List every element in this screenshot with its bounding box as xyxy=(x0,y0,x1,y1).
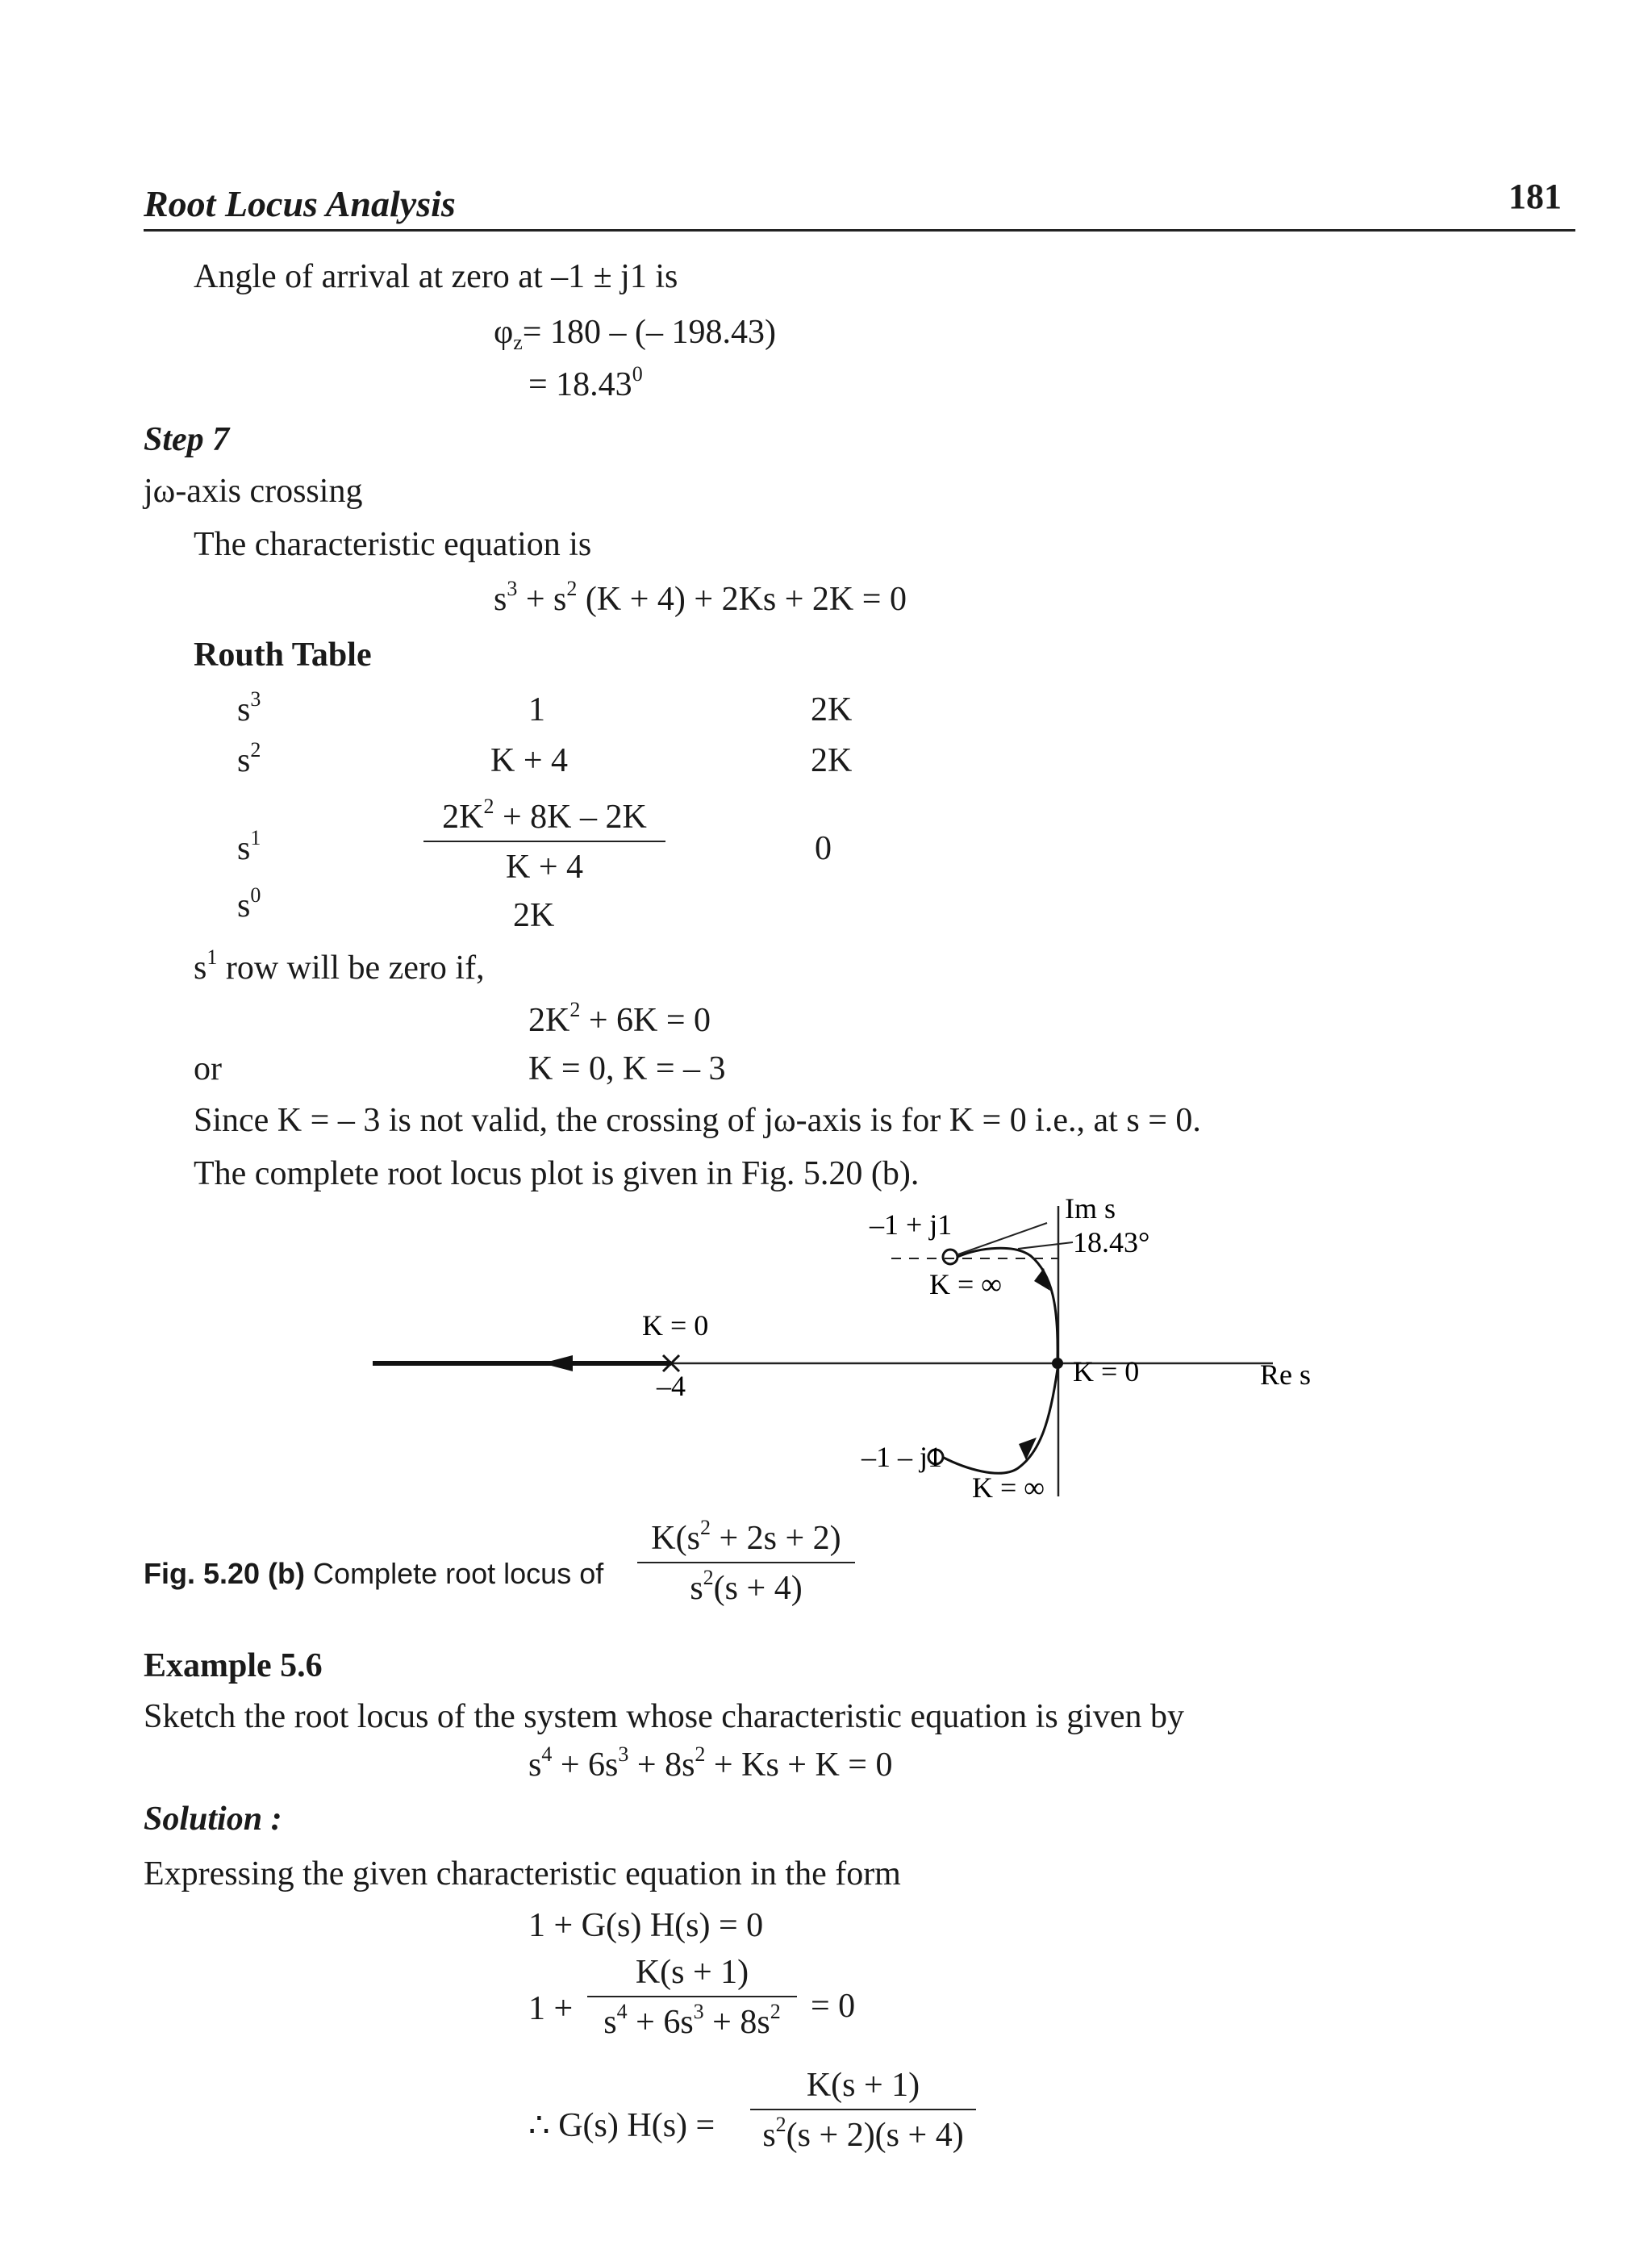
step7-subtitle: jω-axis crossing xyxy=(144,473,363,510)
char-eq-intro: The characteristic equation is xyxy=(194,526,592,563)
upper-zero-label: –1 + j1 xyxy=(870,1208,953,1241)
real-axis-arrow xyxy=(542,1355,573,1371)
cap-num-b: + 2s + 2) xyxy=(710,1520,841,1557)
routh-power: 0 xyxy=(250,883,261,907)
routh-s1-denominator: K + 4 xyxy=(505,849,584,886)
routh-power: 1 xyxy=(250,826,261,849)
char-eq-b-sup: 2 xyxy=(566,577,578,600)
eq3-denominator xyxy=(750,2115,976,2155)
routh-power: 2 xyxy=(250,738,261,762)
eq3-numerator: K(s + 1) xyxy=(806,2067,920,2104)
cap-den-a: s xyxy=(690,1570,703,1607)
ex-eq-d: + Ks + K = 0 xyxy=(705,1746,893,1784)
solution-eq1: 1 + G(s) H(s) = 0 xyxy=(528,1907,764,1944)
eq1-b: + 6K = 0 xyxy=(580,1002,711,1039)
cap-den-b: (s + 4) xyxy=(713,1570,803,1607)
solution-eq3-left: ∴ G(s) H(s) = xyxy=(528,2107,715,2144)
solution-eq2-right: = 0 xyxy=(811,1988,856,2025)
zero-row-sup: 1 xyxy=(206,945,218,969)
routh-row-s0-c1: 2K xyxy=(513,897,555,934)
routh-s: s xyxy=(237,742,251,779)
char-eq-c: (K + 4) + 2Ks + 2K = 0 xyxy=(577,581,907,618)
solution-eq2-left: 1 + xyxy=(528,1990,574,2027)
im-axis-label: Im s xyxy=(1065,1192,1116,1225)
eq2-den-c: + 8s xyxy=(703,2004,770,2041)
example-eq xyxy=(528,1742,893,1785)
eq2-den-sup1: 4 xyxy=(616,2000,628,2023)
example-text: Sketch the root locus of the system whose characteristic equation is given by xyxy=(144,1698,1185,1735)
cap-den-sup: 2 xyxy=(703,1566,714,1589)
routh-row-s1-c2: 0 xyxy=(815,830,832,867)
eq2-den-b: + 6s xyxy=(627,2004,694,2041)
solution-title: Solution : xyxy=(144,1801,282,1838)
cap-num-sup: 2 xyxy=(699,1516,711,1539)
eq3-den-sup: 2 xyxy=(775,2113,786,2136)
routh-s: s xyxy=(237,691,251,728)
solution-eq2-fraction xyxy=(587,1952,797,2043)
routh-row-s2-c2: 2K xyxy=(811,742,853,779)
arrival-eq2-degree: 0 xyxy=(632,362,643,386)
eq1-a: 2K xyxy=(528,1002,570,1039)
lower-locus-branch xyxy=(942,1369,1058,1473)
or-word: or xyxy=(194,1050,222,1087)
char-eq-a-sup: 3 xyxy=(507,577,518,600)
example-title: Example 5.6 xyxy=(144,1647,323,1684)
page-number: 181 xyxy=(1508,177,1562,216)
running-header-title: Root Locus Analysis xyxy=(144,183,456,224)
caption-fraction xyxy=(637,1518,855,1609)
fraction-bar xyxy=(587,1996,797,1997)
ex-eq-c-sup: 2 xyxy=(695,1742,706,1766)
complete-text: The complete root locus plot is given in Fig. 5.20 (b). xyxy=(194,1155,920,1192)
char-eq-a: s xyxy=(494,581,507,618)
eq2-numerator: K(s + 1) xyxy=(635,1954,749,1991)
figure-caption xyxy=(144,1557,603,1591)
routh-power: 3 xyxy=(250,687,261,711)
caption-text: Complete root locus of xyxy=(313,1557,604,1590)
eq3-den-b: (s + 2)(s + 4) xyxy=(786,2117,964,2154)
zero-row-s: s xyxy=(194,949,207,987)
phi-symbol: φ xyxy=(494,314,514,351)
solution-eq3-fraction xyxy=(750,2065,976,2155)
ex-eq-a-sup: 4 xyxy=(541,1742,553,1766)
arrival-angle-tangent xyxy=(956,1223,1047,1255)
lower-k-infinity-label: K = ∞ xyxy=(972,1471,1045,1504)
ex-eq-c: + 8s xyxy=(628,1746,695,1784)
routh-s: s xyxy=(237,887,251,924)
zero-row-eq2: K = 0, K = – 3 xyxy=(528,1050,726,1087)
eq2-denominator xyxy=(587,2002,797,2043)
eq2-den-a: s xyxy=(603,2004,617,2041)
phi-subscript: z xyxy=(513,331,523,354)
arrival-eq1-text: = 180 – (– 198.43) xyxy=(522,314,776,351)
num-sup: 2 xyxy=(483,795,494,818)
fraction-bar xyxy=(637,1562,855,1563)
re-axis-label: Re s xyxy=(1260,1358,1311,1391)
char-eq-b: + s xyxy=(517,581,567,618)
cap-num-a: K(s xyxy=(651,1520,700,1557)
arrival-intro: Angle of arrival at zero at –1 ± j1 is xyxy=(194,258,678,295)
caption-numerator xyxy=(637,1518,855,1559)
origin-k-zero-label: K = 0 xyxy=(1073,1355,1140,1388)
routh-row-s2-c1: K + 4 xyxy=(490,742,569,779)
angle-leader-line xyxy=(1018,1242,1073,1249)
upper-k-infinity-label: K = ∞ xyxy=(929,1268,1002,1300)
since-text: Since K = – 3 is not valid, the crossing of jω-axis is for K = 0 i.e., at s = 0. xyxy=(194,1102,1201,1139)
eq3-den-a: s xyxy=(762,2117,776,2154)
eq2-den-sup2: 3 xyxy=(693,2000,704,2023)
eq1-sup: 2 xyxy=(569,998,581,1021)
fraction-bar xyxy=(750,2109,976,2110)
num-a: 2K xyxy=(442,799,484,836)
upper-locus-branch xyxy=(957,1248,1058,1358)
lower-zero-label: –1 – j1 xyxy=(861,1441,943,1473)
pole-minus4-label: –4 xyxy=(657,1370,686,1402)
ex-eq-b-sup: 3 xyxy=(618,1742,629,1766)
num-b: + 8K – 2K xyxy=(494,799,647,836)
routh-row-s3-c1: 1 xyxy=(528,691,545,728)
ex-eq-a: s xyxy=(528,1746,542,1784)
zero-upper xyxy=(943,1250,957,1264)
caption-denominator xyxy=(637,1568,855,1609)
double-pole-origin xyxy=(1052,1358,1063,1369)
zero-row-rest: row will be zero if, xyxy=(217,949,485,987)
left-k-zero-label: K = 0 xyxy=(642,1309,709,1342)
lower-branch-arrow xyxy=(1019,1438,1037,1460)
eq2-den-sup3: 2 xyxy=(770,2000,781,2023)
caption-label: Fig. 5.20 (b) xyxy=(144,1557,306,1590)
routh-row-s3-c2: 2K xyxy=(811,691,853,728)
arrival-eq2-text: = 18.43 xyxy=(528,366,632,403)
routh-title: Routh Table xyxy=(194,636,372,674)
ex-eq-b: + 6s xyxy=(552,1746,619,1784)
routh-s: s xyxy=(237,830,251,867)
step7-title: Step 7 xyxy=(144,421,230,458)
angle-label: 18.43° xyxy=(1073,1226,1150,1258)
solution-text: Expressing the given characteristic equation in the form xyxy=(144,1855,901,1893)
